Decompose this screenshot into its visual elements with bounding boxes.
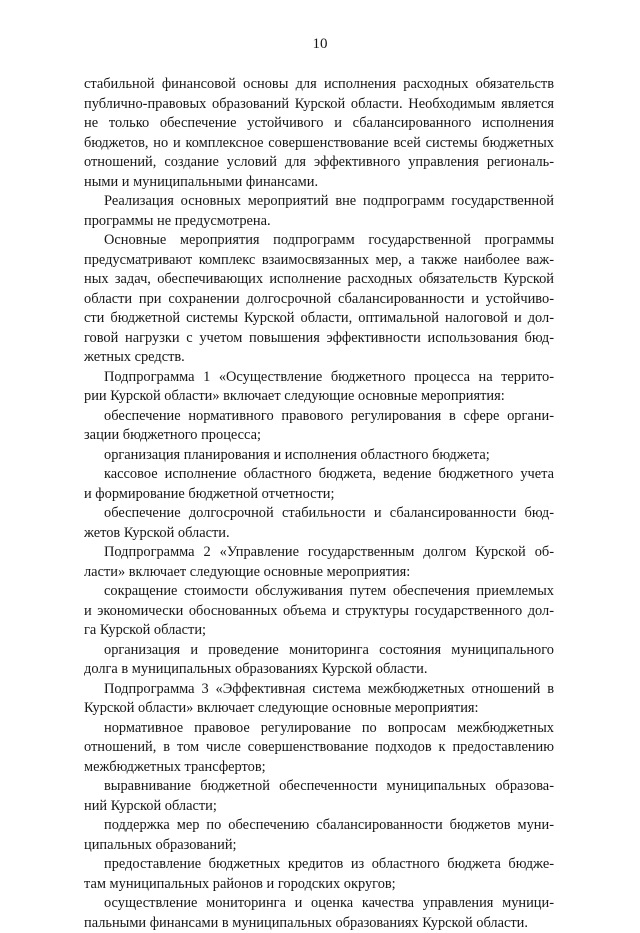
text-line: публично-правовых образований Курской области. Необходимым является	[84, 95, 554, 115]
text-line: кассовое исполнение областного бюджета, ведение бюджетного учета	[84, 465, 554, 485]
document-body	[84, 75, 554, 933]
text-line: там муниципальных районов и городских округов;	[84, 875, 554, 895]
text-line: осуществление мониторинга и оценка качества управления муници-	[84, 894, 554, 914]
text-line: выравнивание бюджетной обеспеченности муниципальных образова-	[84, 777, 554, 797]
text-line: бюджетов, но и комплексное совершенствование всей системы бюджетных	[84, 134, 554, 154]
text-line: организация планирования и исполнения областного бюджета;	[84, 446, 554, 466]
text-line: Подпрограмма 2 «Управление государственным долгом Курской об-	[84, 543, 554, 563]
text-line: обеспечение долгосрочной стабильности и сбалансированности бюд-	[84, 504, 554, 524]
paragraph	[84, 816, 554, 855]
paragraph	[84, 368, 554, 407]
text-line: зации бюджетного процесса;	[84, 426, 554, 446]
text-line: отношений, в том числе совершенствование подходов к предоставлению	[84, 738, 554, 758]
text-line: предусматривают комплекс взаимосвязанных мер, а также наиболее важ-	[84, 251, 554, 271]
paragraph	[84, 192, 554, 231]
text-line: рии Курской области» включает следующие основные мероприятия:	[84, 387, 554, 407]
text-line: сти бюджетной системы Курской области, оптимальной налоговой и дол-	[84, 309, 554, 329]
paragraph	[84, 777, 554, 816]
text-line: организация и проведение мониторинга состояния муниципального	[84, 641, 554, 661]
text-line: ний Курской области;	[84, 797, 554, 817]
paragraph	[84, 641, 554, 680]
text-line: и формирование бюджетной отчетности;	[84, 485, 554, 505]
paragraph	[84, 504, 554, 543]
text-line: ных задач, обеспечивающих исполнение расходных обязательств Курской	[84, 270, 554, 290]
text-line: Реализация основных мероприятий вне подпрограмм государственной	[84, 192, 554, 212]
text-line: ласти» включает следующие основные мероприятия:	[84, 563, 554, 583]
paragraph	[84, 446, 554, 466]
text-line: и экономически обоснованных объема и структуры государственного дол-	[84, 602, 554, 622]
text-line: жетных средств.	[84, 348, 554, 368]
text-line: предоставление бюджетных кредитов из областного бюджета бюдже-	[84, 855, 554, 875]
text-line: ципальных образований;	[84, 836, 554, 856]
text-line: области при сохранении долгосрочной сбалансированности и устойчиво-	[84, 290, 554, 310]
text-line: не только обеспечение устойчивого и сбалансированного исполнения	[84, 114, 554, 134]
paragraph	[84, 719, 554, 778]
paragraph	[84, 855, 554, 894]
paragraph	[84, 407, 554, 446]
text-line: сокращение стоимости обслуживания путем обеспечения приемлемых	[84, 582, 554, 602]
text-line: жетов Курской области.	[84, 524, 554, 544]
text-line: поддержка мер по обеспечению сбалансированности бюджетов муни-	[84, 816, 554, 836]
paragraph	[84, 231, 554, 368]
text-line: Курской области» включает следующие основные мероприятия:	[84, 699, 554, 719]
text-line: нормативное правовое регулирование по вопросам межбюджетных	[84, 719, 554, 739]
text-line: ными и муниципальными финансами.	[84, 173, 554, 193]
paragraph	[84, 543, 554, 582]
page-number: 10	[0, 36, 640, 53]
text-line: межбюджетных трансфертов;	[84, 758, 554, 778]
text-line: Подпрограмма 1 «Осуществление бюджетного процесса на террито-	[84, 368, 554, 388]
text-line: пальными финансами в муниципальных образованиях Курской области.	[84, 914, 554, 933]
text-line: обеспечение нормативного правового регулирования в сфере органи-	[84, 407, 554, 427]
text-line: стабильной финансовой основы для исполнения расходных обязательств	[84, 75, 554, 95]
paragraph	[84, 75, 554, 192]
text-line: отношений, создание условий для эффективного управления региональ-	[84, 153, 554, 173]
paragraph	[84, 582, 554, 641]
text-line: Подпрограмма 3 «Эффективная система межбюджетных отношений в	[84, 680, 554, 700]
text-line: программы не предусмотрена.	[84, 212, 554, 232]
text-line: Основные мероприятия подпрограмм государственной программы	[84, 231, 554, 251]
paragraph	[84, 680, 554, 719]
text-line: говой нагрузки с учетом повышения эффективности использования бюд-	[84, 329, 554, 349]
paragraph	[84, 894, 554, 933]
paragraph	[84, 465, 554, 504]
text-line: долга в муниципальных образованиях Курской области.	[84, 660, 554, 680]
text-line: га Курской области;	[84, 621, 554, 641]
